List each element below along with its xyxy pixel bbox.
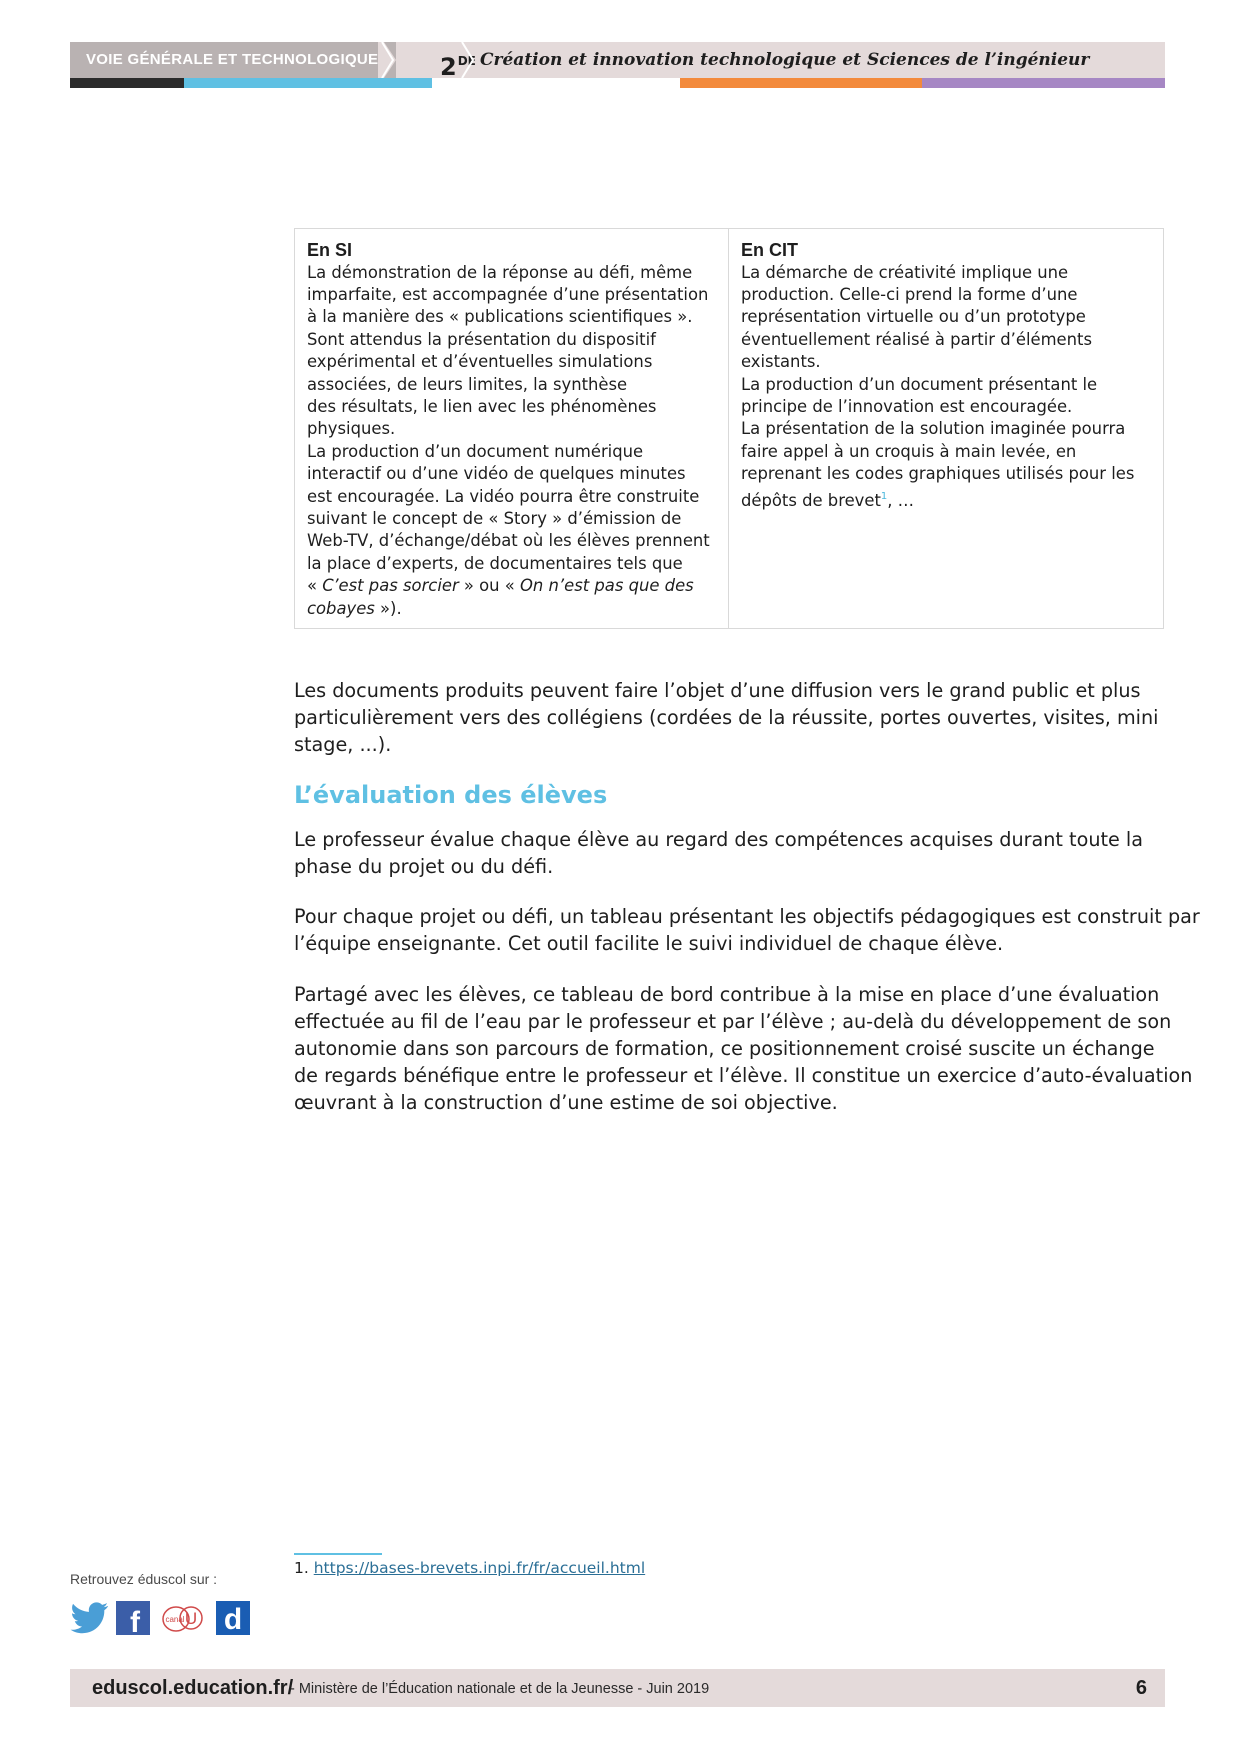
facebook-icon[interactable] [116,1601,150,1635]
cell-line: à la manière des « publications scientifiques ». [307,307,693,327]
level-number: 2 [440,53,457,81]
cell-line: La démarche de créativité implique une [741,262,1069,282]
cell-line: éventuellement réalisé à partir d’éléments [741,329,1092,349]
paragraph-partage [294,981,1193,1116]
paragraph-evaluation [294,826,1174,880]
paragraph-line: effectuée au fil de l’eau par le professeur et par l’élève ; au-delà du développement de son [294,1010,1172,1033]
paragraph-line: phase du projet ou du défi. [294,855,554,878]
paragraph-line: autonomie dans son parcours de formation, ce positionnement croisé suscite un échange [294,1037,1155,1060]
footnote-number: 1. [294,1559,314,1577]
cell-line: reprenant les codes graphiques utilisés pour les [741,464,1135,484]
page-footer [70,1669,1165,1707]
paragraph-tableau [294,903,1200,957]
level-suffix: DE [457,54,476,68]
cell-heading-cit: En CIT [741,240,798,260]
cell-line: est encouragée. La vidéo pourra être construite [307,486,700,506]
header-bar-black [70,78,184,88]
title-cobayes: cobayes [307,598,375,618]
facebook-letter: f [130,1606,140,1635]
cell-line: La démonstration de la réponse au défi, même [307,262,693,282]
cell-line: production. Celle-ci prend la forme d’une [741,284,1078,304]
cell-line: physiques. [307,419,396,439]
cell-line: La production d’un document présentant le [741,374,1098,394]
cell-line: faire appel à un croquis à main levée, en [741,441,1077,461]
cell-line: Web-TV, d’échange/débat où les élèves prennent [307,531,710,551]
footnote-link[interactable]: https://bases-brevets.inpi.fr/fr/accueil.html [313,1559,646,1577]
paragraph-line: Partagé avec les élèves, ce tableau de bord contribue à la mise en place d’une évaluation [294,983,1160,1006]
cell-line: principe de l’innovation est encouragée. [741,396,1073,416]
header-bar-orange [680,78,922,88]
cell-line: imparfaite, est accompagnée d’une présentation [307,284,709,304]
table-cell-cit [729,229,1163,628]
cell-line: existants. [741,352,821,372]
title-cest-pas-sorcier: C’est pas sorcier [322,576,459,596]
canal-text: canal [165,1615,185,1624]
cell-line: la place d’experts, de documentaires tels que [307,553,683,573]
dailymotion-letter: d [223,1603,243,1635]
page-number: 6 [1135,1677,1147,1699]
table-cell-si [295,229,729,628]
cell-line: expérimental et d’éventuelles simulations [307,352,653,372]
section-heading-evaluation: L’évaluation des élèves [294,781,608,809]
chevron-right-icon [378,42,396,78]
twitter-icon[interactable] [70,1601,110,1635]
cell-line: « C’est pas sorcier » ou « On n’est pas que des [307,576,694,596]
cell-body-si [307,262,716,576]
paragraph-line: l’équipe enseignante. Cet outil facilite le suivi individuel de chaque élève. [294,932,1004,955]
cell-line: associées, de leurs limites, la synthèse [307,374,628,394]
comparison-table [294,228,1164,629]
chevron-right-icon [458,42,476,78]
cell-line: dépôts de brevet$^1$, … [741,490,915,510]
footnote-reference[interactable]: 1 [880,490,888,502]
cell-line: représentation virtuelle ou d’un prototype [741,307,1086,327]
cell-heading-si: En SI [307,240,353,260]
paragraph-line: œuvrant à la construction d’une estime de soi objective. [294,1091,838,1114]
cell-line: interactif ou d’une vidéo de quelques minutes [307,464,686,484]
footnote [294,1559,645,1577]
canal-u-icon[interactable] [160,1601,206,1635]
cell-line: cobayes »). [307,598,402,618]
footnote-rule [294,1553,382,1555]
cell-line: des résultats, le lien avec les phénomènes [307,396,657,416]
header-bar-blue [184,78,432,88]
paragraph-line: Pour chaque projet ou défi, un tableau présentant les objectifs pédagogiques est construit par [294,905,1200,928]
header-bar-purple [922,78,1165,88]
cell-line: La production d’un document numérique [307,441,644,461]
header-voie-label: VOIE GÉNÉRALE ET TECHNOLOGIQUE [70,42,396,78]
paragraph-line: Le professeur évalue chaque élève au regard des compétences acquises durant toute la [294,828,1143,851]
cell-body-cit [741,262,1151,486]
cell-line: suivant le concept de « Story » d’émission de [307,508,682,528]
title-on-nest-pas: On n’est pas que des [520,576,694,596]
page-header [70,42,1165,81]
footer-site[interactable]: eduscol.education.fr/ [92,1677,294,1699]
cell-line: La présentation de la solution imaginée pourra [741,419,1126,439]
paragraph-line: particulièrement vers des collégiens (cordées de la réussite, portes ouvertes, visites, mini [294,706,1159,729]
header-title: Création et innovation technologique et Sciences de l’ingénieur [480,50,1090,70]
dailymotion-icon[interactable] [216,1601,250,1635]
footer-ministry: - Ministère de l’Éducation nationale et de la Jeunesse - Juin 2019 [290,1681,710,1697]
paragraph-diffusion [294,677,1174,758]
cell-line: Sont attendus la présentation du dispositif [307,329,656,349]
paragraph-line: de regards bénéfique entre le professeur et l’élève. Il constitue un exercice d’auto-évaluation [294,1064,1193,1087]
paragraph-line: stage, ...). [294,733,392,756]
paragraph-line: Les documents produits peuvent faire l’objet d’une diffusion vers le grand public et plus [294,679,1141,702]
social-label: Retrouvez éduscol sur : [70,1571,218,1587]
canal-u-letter: U [184,1609,198,1628]
